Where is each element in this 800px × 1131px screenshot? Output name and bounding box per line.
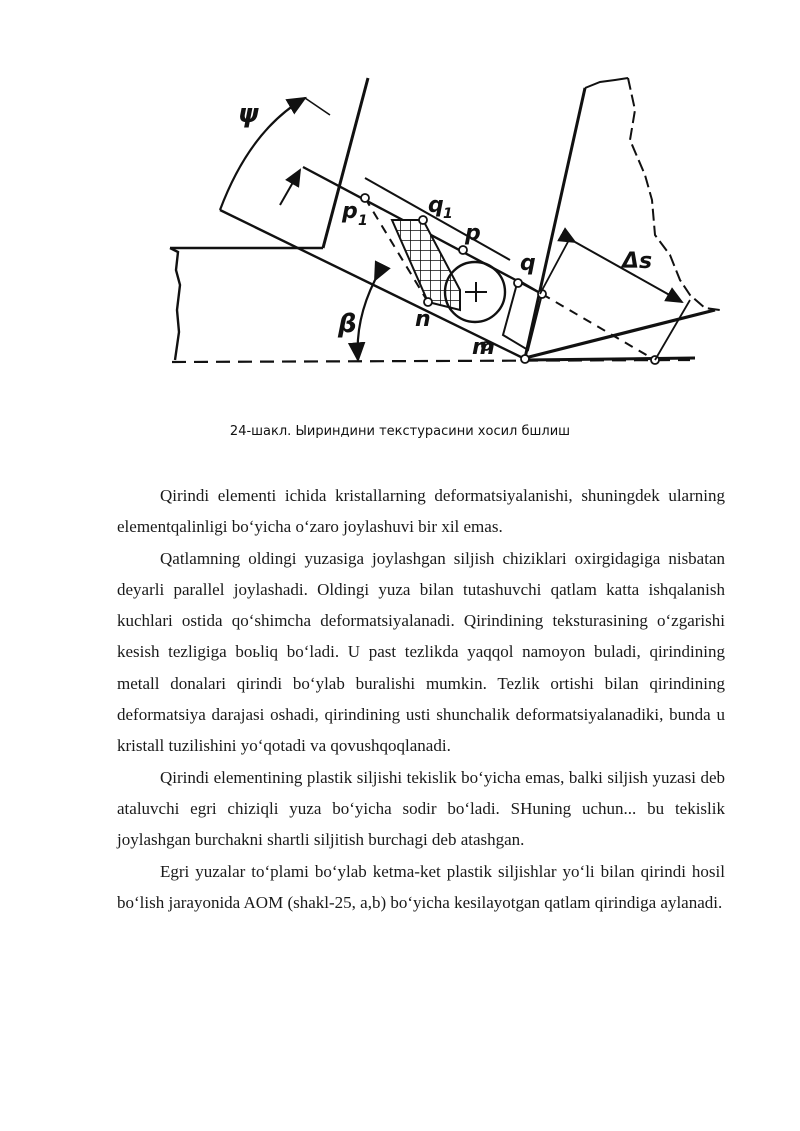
delta-s-extension bbox=[540, 238, 690, 360]
figure-caption: 24-шакл. Ыириндини текстурасини хосил бшлиш bbox=[229, 424, 571, 439]
label-n: n bbox=[415, 307, 431, 332]
label-m: m bbox=[472, 335, 495, 360]
psi-arc bbox=[220, 98, 305, 210]
label-q1: q bbox=[428, 193, 444, 218]
chip-formation-figure bbox=[160, 70, 730, 410]
chip-texture-diagram bbox=[160, 70, 730, 410]
label-beta: β bbox=[338, 309, 357, 339]
label-psi: ψ bbox=[238, 99, 259, 129]
hatched-element bbox=[392, 220, 460, 310]
label-p1-sub: 1 bbox=[358, 213, 368, 229]
label-p: p bbox=[465, 221, 481, 246]
small-arrow bbox=[280, 170, 300, 205]
paragraph: Qatlamning oldingi yuzasiga joylashgan siljish chiziklari oxirgidagiga nisbatan deyarli parallel joylashadi. Oldingi yuza bilan tutashuvchi qatlam katta ishqalanish kuchlari ostida qo‘shimcha deformatsiyalanadi. Qirindining teksturasining o‘zgarishi kesish tezligiga boьliq bo‘ladi. U past tezlikda yaqqol namoyon buladi, qirindining metall donalari qirindi bo‘ylab buralishi mumkin. Tezlik ortishi bilan qirindining deformatsiya darajasi oshadi, qirindining usti shunchalik deformatsiyalanadiki, bunda u kristall tuzilishini yo‘qotadi va qovushqoqlanadi. bbox=[117, 548, 725, 756]
paragraph: Qirindi elementi ichida kristallarning deformatsiyalanishi, shuningdek ularning elementqalinligi bo‘yicha o‘zaro joylashuvi bir xil emas. bbox=[117, 486, 725, 537]
label-q: q bbox=[520, 251, 536, 276]
body-text bbox=[117, 480, 725, 918]
machined-surface-line bbox=[525, 358, 695, 360]
element-rect bbox=[503, 280, 542, 350]
paragraph: Egri yuzalar to‘plami bo‘ylab ketma-ket plastik siljishlar yo‘li bilan qirindi hosil bo‘lish jarayonida AOM (shakl-25, a,b) bo‘yicha kesilayotgan qatlam qirindiga aylanadi. bbox=[117, 861, 725, 912]
psi-extension bbox=[305, 98, 330, 115]
label-delta-s: Δs bbox=[622, 249, 653, 274]
workpiece-outline bbox=[170, 248, 323, 360]
label-p1: p bbox=[342, 199, 358, 224]
paragraph: Qirindi elementining plastik siljishi tekislik bo‘yicha emas, balki siljish yuzasi deb ataluvchi egri chiziqli yuza bo‘yicha sodir bo‘ladi. SHuning uchun... bu tekislik joylashgan burchakni shartli siljitish burchagi deb atashgan. bbox=[117, 767, 725, 850]
label-q1-sub: 1 bbox=[443, 206, 453, 222]
beta-arc bbox=[358, 280, 375, 360]
cutting-tool bbox=[525, 78, 720, 358]
